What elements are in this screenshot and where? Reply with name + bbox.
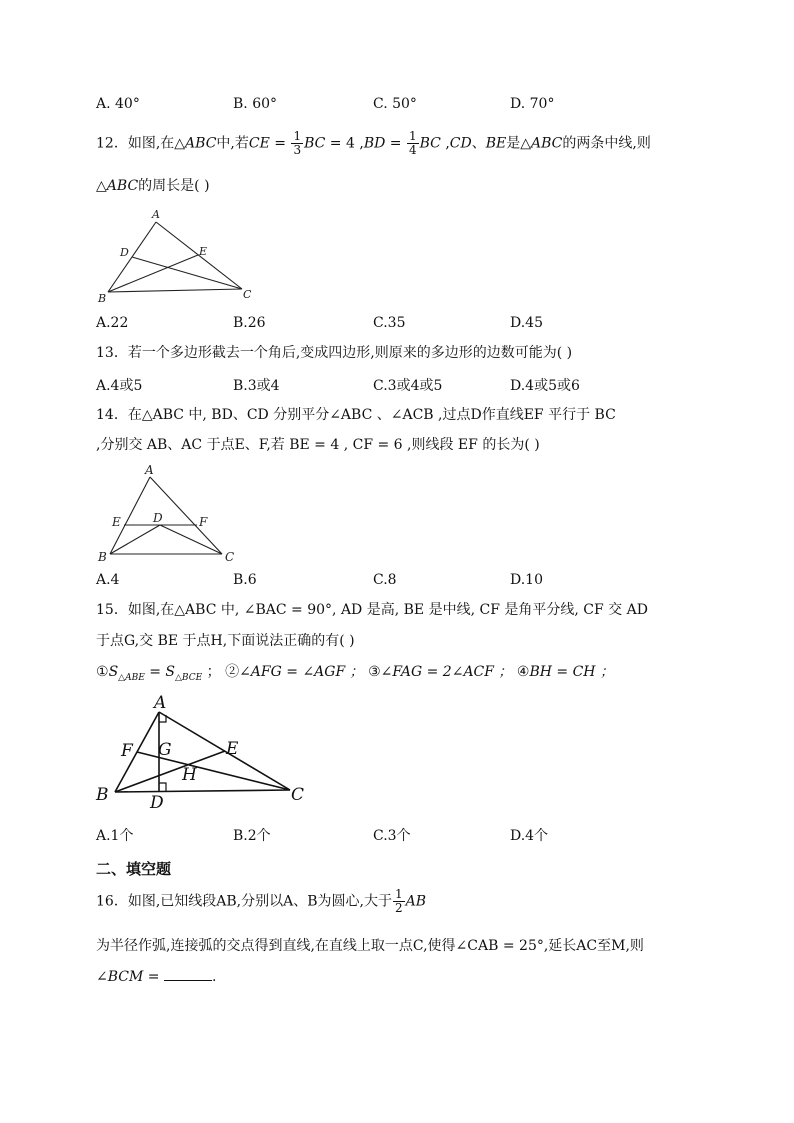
q13-option-d[interactable]: D.4或5或6 xyxy=(510,378,580,394)
q14-option-a[interactable]: A.4 xyxy=(96,572,120,588)
q15-question-line1: 15．如图,在△ABC 中, ∠BAC = 90°, AD 是高, BE 是中线, CF 是角平分线, CF 交 AD xyxy=(96,602,648,618)
section-heading-fill-in: 二、填空题 xyxy=(96,860,172,878)
q15-statements: $①S_{\triangle ABE} = S_{\triangle BCE}$ ； ②∠AFG = ∠AGF ； ③∠FAG = 2∠ACF ； ④BH = CH ； xyxy=(96,664,614,683)
q15-label-h: H xyxy=(182,765,197,785)
q15-option-d[interactable]: D.4个 xyxy=(510,828,549,844)
q15-label-c: C xyxy=(291,785,305,805)
q13-question: 13．若一个多边形截去一个角后,变成四边形,则原来的多边形的边数可能为( ) xyxy=(96,345,573,361)
q12-question: 12．如图,在△ABC中,若CE = $\frac{1}{3}$ BC = 4 ,BD = $\frac{1}{4}$ BC ,CD、BE是△ABC的两条中线,则 xyxy=(96,129,651,157)
q12-options xyxy=(96,315,716,335)
q14-label-e: E xyxy=(112,515,121,529)
q14-label-a: A xyxy=(145,463,154,477)
q12-label-b: B xyxy=(98,292,107,305)
q14-option-d[interactable]: D.10 xyxy=(510,572,543,588)
q15-option-c[interactable]: C.3个 xyxy=(373,828,411,844)
q15-label-b: B xyxy=(96,785,109,805)
q15-figure xyxy=(92,692,322,812)
q15-label-f: F xyxy=(121,741,133,761)
q12-label-d: D xyxy=(120,246,129,259)
q12-label-c: C xyxy=(243,288,252,301)
q14-question-line1: 14．在△ABC 中, BD、CD 分别平分∠ABC 、∠ACB ,过点D作直线EF 平行于 BC xyxy=(96,407,616,423)
q14-label-d: D xyxy=(153,511,163,525)
circled-3: ③ xyxy=(368,664,381,680)
fraction-one-half: $\frac{1}{2}$ xyxy=(394,887,403,915)
q12-option-a[interactable]: A.22 xyxy=(96,315,129,331)
q16-question-line2: 为半径作弧,连接弧的交点得到直线,在直线上取一点C,使得∠CAB = 25°,延长AC至M,则 xyxy=(96,938,644,954)
q16-question-line3: ∠BCM = . xyxy=(96,966,216,987)
q15-question-line2: 于点G,交 BE 于点H,下面说法正确的有( ) xyxy=(96,633,355,649)
q16-question-line1: 16．如图,已知线段AB,分别以A、B为圆心,大于 $\frac{1}{2}$ AB xyxy=(96,887,427,915)
q13-option-b[interactable]: B.3或4 xyxy=(233,378,280,394)
q14-options xyxy=(96,572,716,592)
q11-options xyxy=(96,96,716,116)
q15-label-a: A xyxy=(154,693,167,713)
q15-option-a[interactable]: A.1个 xyxy=(96,828,134,844)
q15-label-g: G xyxy=(158,740,172,760)
q14-option-b[interactable]: B.6 xyxy=(233,572,257,588)
q14-label-f: F xyxy=(199,515,208,529)
q13-option-a[interactable]: A.4或5 xyxy=(96,378,143,394)
fraction-one-quarter: $\frac{1}{4}$ xyxy=(408,129,417,157)
q11-option-b[interactable]: B. 60° xyxy=(233,96,278,112)
q11-option-c[interactable]: C. 50° xyxy=(373,96,417,112)
q12-figure xyxy=(92,206,262,306)
fraction-one-third: $\frac{1}{3}$ xyxy=(293,129,302,157)
answer-blank[interactable] xyxy=(164,966,212,981)
q12-label-a: A xyxy=(152,208,160,221)
q14-option-c[interactable]: C.8 xyxy=(373,572,397,588)
q15-label-e: E xyxy=(226,739,239,759)
q12-label-e: E xyxy=(199,245,208,258)
circled-2: ② xyxy=(225,664,240,680)
q14-figure xyxy=(92,462,252,566)
q13-options xyxy=(96,375,716,395)
q15-options xyxy=(96,825,716,845)
q15-label-d: D xyxy=(150,793,164,812)
q12-option-c[interactable]: C.35 xyxy=(373,315,406,331)
q13-option-c[interactable]: C.3或4或5 xyxy=(373,378,443,394)
q14-label-b: B xyxy=(98,550,107,564)
circled-1: ① xyxy=(96,664,109,680)
q15-option-b[interactable]: B.2个 xyxy=(233,828,271,844)
q12-option-b[interactable]: B.26 xyxy=(233,315,266,331)
q14-question-line2: ,分别交 AB、AC 于点E、F,若 BE = 4 , CF = 6 ,则线段 EF 的长为( ) xyxy=(96,437,540,453)
q11-option-a[interactable]: A. 40° xyxy=(96,96,140,112)
q12-question-line2: △ABC的周长是( ) xyxy=(96,178,210,194)
q11-option-d[interactable]: D. 70° xyxy=(510,96,555,112)
circled-4: ④ xyxy=(516,664,530,680)
q14-label-c: C xyxy=(225,550,235,564)
q12-option-d[interactable]: D.45 xyxy=(510,315,543,331)
